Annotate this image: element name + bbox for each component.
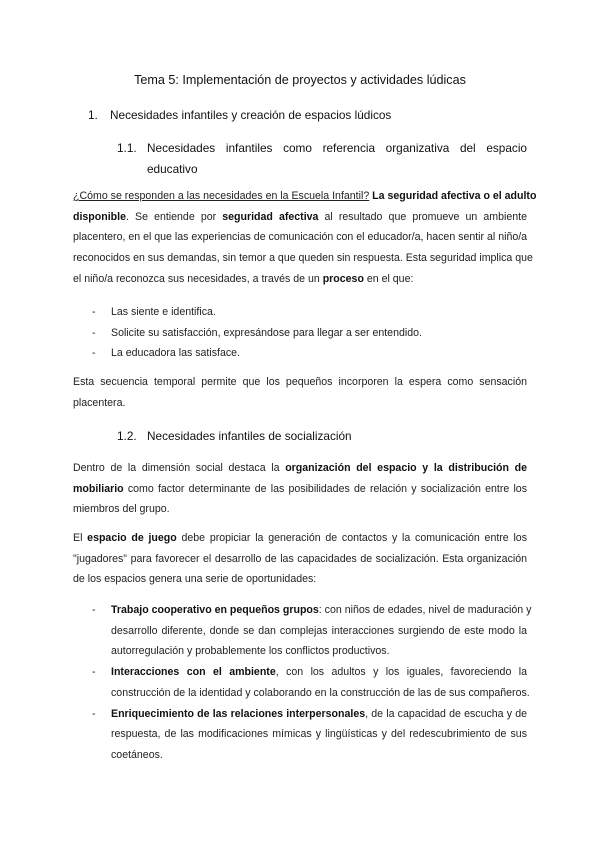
text-line: placentero, en el que las experiencias de comunicación con el educador/a, hacen sentir al niño/a [73, 231, 528, 244]
text-line: "jugadores" para favorecer el desarrollo de las capacidades de socialización. Esta organización [73, 552, 527, 565]
bold-text: disponible [73, 210, 126, 223]
list-item [92, 343, 527, 364]
section-1-1-heading [117, 138, 527, 180]
bold-text: mobiliario [73, 482, 124, 495]
subsection-title: Necesidades infantiles de socialización [147, 429, 352, 443]
subsection-number: 1.1. [117, 141, 137, 155]
text-line: desarrollo diferente, donde se dan complejas interacciones surgiendo de este modo la [111, 624, 527, 637]
section-title: Necesidades infantiles y creación de espacios lúdicos [110, 108, 392, 122]
needs-list [92, 302, 527, 364]
text-line: coetáneos. [111, 748, 163, 761]
paragraph-espacio-juego [73, 528, 527, 590]
section-1-heading [88, 108, 391, 122]
bold-text: La seguridad afectiva o el adulto [372, 190, 537, 202]
paragraph-secuencia [73, 372, 527, 413]
text: . Se entiende por [125, 210, 223, 223]
text-line: respuesta, de las modificaciones mímicas y lingüísticas y del redescubrimiento de sus [111, 728, 527, 741]
dash-bullet: - [92, 604, 96, 616]
subsection-title-line2: educativo [147, 162, 198, 176]
text: debe propiciar la generación de contactos y la comunicación entre los [176, 532, 527, 544]
bold-text: seguridad afectiva [222, 210, 319, 223]
text: al resultado que promueve un ambiente [318, 210, 527, 223]
text: el niño/a reconozca sus necesidades, a través de un [73, 272, 323, 285]
text: Dentro de la dimensión social destaca la [73, 462, 286, 474]
text: , con los adultos y los iguales, favoreciendo la [275, 666, 527, 679]
dash-bullet: - [92, 347, 96, 360]
paragraph-dimension-social [73, 458, 527, 520]
bold-text: espacio de juego [87, 532, 177, 544]
document-title: Tema 5: Implementación de proyectos y actividades lúdicas [134, 73, 466, 87]
question-text: ¿Cómo se responden a las necesidades en la Escuela Infantil? [73, 190, 370, 202]
section-number: 1. [88, 108, 98, 122]
text-line: placentera. [73, 396, 126, 409]
text-line: de los espacios genera una serie de oportunidades: [73, 573, 317, 586]
text-line: construcción de la identidad y colaborando en la construcción de las de sus compañeros. [111, 686, 530, 699]
text-line: miembros del grupo. [73, 503, 170, 516]
text: , de la capacidad de escucha y de [365, 707, 527, 720]
dash-bullet: - [92, 326, 96, 339]
list-item [92, 600, 532, 662]
dash-bullet: - [92, 666, 96, 679]
bold-text: organización del espacio y la distribución de [285, 462, 527, 474]
text-line: autorregulación y probablemente los conflictos productivos. [111, 645, 390, 658]
text: en el que: [363, 272, 414, 285]
bold-text: Enriquecimiento de las relaciones interpersonales [111, 707, 366, 720]
list-item [92, 302, 527, 323]
text-line: Esta secuencia temporal permite que los pequeños incorporen la espera como sensación [73, 376, 527, 388]
bold-text: proceso [322, 272, 364, 285]
subsection-number: 1.2. [117, 429, 137, 443]
text: El [73, 532, 88, 544]
text-line: reconocidos en sus demandas, sin temor a que queden sin respuesta. Esta seguridad implica que [73, 252, 533, 265]
opportunities-list [92, 600, 532, 766]
paragraph-seguridad [73, 186, 537, 290]
dash-bullet: - [92, 707, 96, 720]
text: : con niños de edades, nivel de maduración y [318, 604, 532, 616]
subsection-title-line1: Necesidades infantiles como referencia organizativa del espacio [147, 141, 527, 155]
bold-text: Interacciones con el ambiente [111, 666, 276, 679]
list-item [92, 323, 527, 344]
list-item-text: Solicite su satisfacción, expresándose para llegar a ser entendido. [111, 326, 422, 339]
list-item-text: La educadora las satisface. [111, 347, 240, 360]
section-1-2-heading [117, 429, 352, 443]
dash-bullet: - [92, 306, 96, 318]
text: como factor determinante de las posibilidades de relación y socialización entre los [123, 482, 527, 495]
list-item-text: Las siente e identifica. [111, 306, 216, 318]
list-item [92, 704, 527, 766]
bold-text: Trabajo cooperativo en pequeños grupos [111, 604, 319, 616]
list-item [92, 662, 530, 703]
